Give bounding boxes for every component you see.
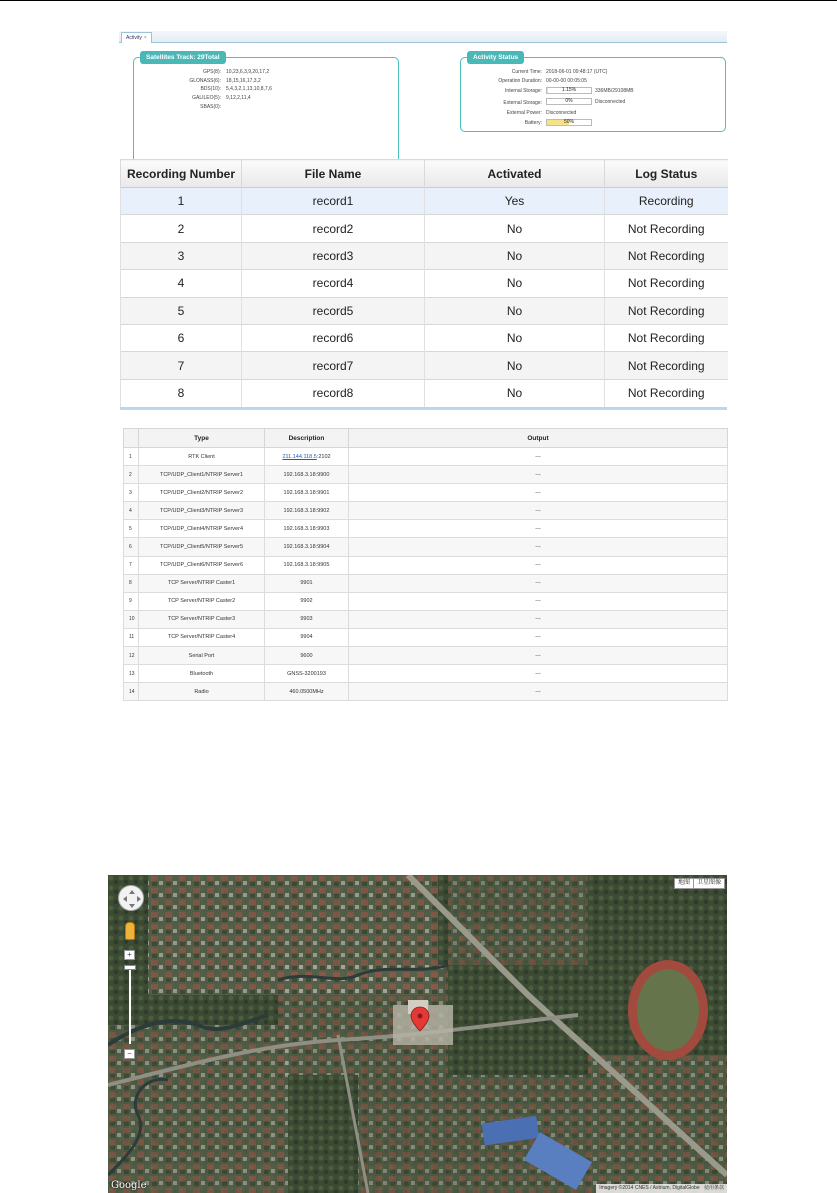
recording-number-cell: 7 (121, 352, 242, 379)
output-description-text: 192.168.3.18:9901 (283, 489, 330, 496)
output-status-cell: --- (349, 448, 728, 466)
external-storage-detail: Disconnected (595, 99, 626, 105)
output-type-cell: TCP Server/NTRIP Caster2 (139, 592, 265, 610)
external-storage-percent: 0% (565, 98, 573, 104)
log-status-cell: Not Recording (605, 215, 728, 242)
output-status-cell: --- (349, 520, 728, 538)
activated-cell: No (425, 379, 605, 406)
output-description-text: 9600 (300, 652, 313, 659)
satellite-imagery (108, 875, 727, 1193)
internal-storage-fill (547, 88, 548, 93)
recording-row[interactable] (121, 215, 728, 242)
output-description-text: :2102 (316, 453, 331, 460)
output-table-header (124, 429, 728, 448)
output-status-cell: --- (349, 466, 728, 484)
log-status-cell: Not Recording (605, 270, 728, 297)
output-type-cell: TCP Server/NTRIP Caster1 (139, 574, 265, 592)
recording-table-header (121, 160, 728, 188)
satellite-system-label: GLONASS(6): (189, 77, 221, 84)
output-type-cell: TCP/UDP_Client5/NTRIP Server5 (139, 538, 265, 556)
current-time-label: Current Time: (511, 69, 542, 75)
output-index-cell: 11 (124, 628, 139, 646)
output-status-cell: --- (349, 484, 728, 502)
output-description-cell (265, 665, 349, 683)
log-status-cell: Recording (605, 188, 728, 215)
output-row (124, 502, 728, 520)
log-status-cell: Not Recording (605, 242, 728, 269)
output-index-cell: 8 (124, 574, 139, 592)
current-time-value: 2018-06-01 09:48:17 (UTC) (546, 69, 608, 75)
output-index-cell: 12 (124, 647, 139, 665)
output-index-cell: 4 (124, 502, 139, 520)
output-row (124, 647, 728, 665)
output-status-cell: --- (349, 556, 728, 574)
recording-number-cell: 5 (121, 297, 242, 324)
log-status-cell: Not Recording (605, 352, 728, 379)
battery-bar (546, 119, 592, 126)
activated-cell: No (425, 352, 605, 379)
output-description-cell (265, 628, 349, 646)
satellite-map[interactable] (108, 875, 727, 1193)
output-row (124, 520, 728, 538)
col-file-name[interactable]: File Name (242, 160, 425, 188)
satellite-system-label: GALILEO(5): (192, 95, 221, 102)
file-name-cell: record3 (242, 242, 425, 269)
battery-percent: 50% (563, 119, 574, 125)
output-status-cell: --- (349, 647, 728, 665)
satellite-system-label: GPS(8): (202, 69, 221, 75)
output-description-cell (265, 520, 349, 538)
output-type-cell: TCP/UDP_Client2/NTRIP Server2 (139, 484, 265, 502)
output-row (124, 448, 728, 466)
output-index-cell: 1 (124, 448, 139, 466)
file-name-cell: record4 (242, 270, 425, 297)
output-description-text: 9902 (300, 598, 313, 605)
activated-cell: Yes (425, 188, 605, 215)
terms-of-use-link[interactable]: 使用条款 (703, 1185, 724, 1191)
imagery-attribution: Imagery ©2014 CNES / Astrium, DigitalGlobe (599, 1185, 700, 1191)
close-icon[interactable]: × (143, 35, 147, 41)
battery-label: Battery: (524, 120, 542, 126)
col-type: Type (139, 429, 265, 448)
log-status-cell: Not Recording (605, 297, 728, 324)
output-row (124, 610, 728, 628)
col-recording-number[interactable]: Recording Number (121, 160, 242, 188)
satellite-system-label: SBAS(0): (200, 103, 221, 110)
recording-row[interactable] (121, 188, 728, 215)
output-description-text: 460.0500MHz (289, 688, 324, 695)
output-description-cell (265, 610, 349, 628)
output-index-cell: 2 (124, 466, 139, 484)
file-name-cell: record7 (242, 352, 425, 379)
output-table (123, 428, 728, 701)
output-description-cell (265, 448, 349, 466)
output-description-cell (265, 647, 349, 665)
output-status-cell: --- (349, 592, 728, 610)
output-type-cell: TCP/UDP_Client4/NTRIP Server4 (139, 520, 265, 538)
output-status-cell: --- (349, 665, 728, 683)
output-row (124, 556, 728, 574)
internal-storage-percent: 1.15% (561, 87, 577, 93)
output-description-cell (265, 538, 349, 556)
activated-cell: No (425, 270, 605, 297)
output-type-cell: TCP/UDP_Client1/NTRIP Server1 (139, 466, 265, 484)
output-type-cell: TCP/UDP_Client3/NTRIP Server3 (139, 502, 265, 520)
recording-row[interactable] (121, 270, 728, 297)
zoom-out-button[interactable]: − (124, 1049, 135, 1059)
output-index-cell: 9 (124, 592, 139, 610)
activated-cell: No (425, 297, 605, 324)
output-description-text: 192.168.3.18:9902 (283, 507, 330, 514)
recording-number-cell: 8 (121, 379, 242, 406)
operation-duration-label: Operation Duration: (498, 78, 542, 84)
output-type-cell: Serial Port (139, 647, 265, 665)
output-description-text: 9904 (300, 634, 313, 641)
output-index-cell: 14 (124, 683, 139, 701)
external-power-value: Disconnected (546, 110, 577, 116)
recording-row[interactable] (121, 324, 728, 351)
external-storage-bar (546, 98, 592, 105)
col-activated[interactable]: Activated (425, 160, 605, 188)
output-index-cell: 10 (124, 610, 139, 628)
recording-number-cell: 1 (121, 188, 242, 215)
activated-cell: No (425, 215, 605, 242)
output-row (124, 628, 728, 646)
output-description-cell (265, 683, 349, 701)
output-status-cell: --- (349, 574, 728, 592)
output-description-text: 192.168.3.18:9900 (283, 471, 330, 478)
output-index-cell: 5 (124, 520, 139, 538)
recording-number-cell: 3 (121, 242, 242, 269)
output-row (124, 538, 728, 556)
activated-cell: No (425, 324, 605, 351)
file-name-cell: record8 (242, 379, 425, 406)
internal-storage-bar (546, 87, 592, 94)
output-type-cell: Bluetooth (139, 665, 265, 683)
satellites-track-box (133, 54, 399, 170)
output-description-text: 192.168.3.18:9903 (283, 525, 330, 532)
output-description-text: 192.168.3.18:9904 (283, 544, 330, 551)
map-type-satellite-button[interactable]: 卫星图像 (693, 878, 725, 889)
pan-control-icon[interactable] (118, 885, 144, 911)
output-status-cell: --- (349, 628, 728, 646)
recording-row[interactable] (121, 242, 728, 269)
google-logo: Google (111, 1180, 147, 1191)
output-type-cell: RTK Client (139, 448, 265, 466)
output-description-text: 9901 (300, 580, 313, 587)
output-description-cell (265, 466, 349, 484)
output-index-cell: 7 (124, 556, 139, 574)
col-output: Output (349, 429, 728, 448)
output-index-cell: 13 (124, 665, 139, 683)
recording-table (120, 159, 728, 407)
output-description-text: 9903 (300, 616, 313, 623)
output-status-cell: --- (349, 683, 728, 701)
output-type-cell: Radio (139, 683, 265, 701)
output-description-cell (265, 484, 349, 502)
output-row (124, 484, 728, 502)
file-name-cell: record6 (242, 324, 425, 351)
output-description-text: 192.168.3.18:9905 (283, 562, 330, 569)
log-status-cell: Not Recording (605, 324, 728, 351)
col-log-status[interactable]: Log Status (605, 160, 728, 188)
output-row (124, 665, 728, 683)
output-type-cell: TCP Server/NTRIP Caster3 (139, 610, 265, 628)
recording-number-cell: 2 (121, 215, 242, 242)
activity-status-box (460, 54, 726, 132)
file-name-cell: record5 (242, 297, 425, 324)
recording-number-cell: 6 (121, 324, 242, 351)
activity-tabbar (119, 31, 727, 43)
output-description-cell (265, 592, 349, 610)
output-description-text: GNSS-3200193 (287, 670, 326, 677)
satellites-track-legend: Satellites Track: 29Total (140, 51, 226, 64)
recording-row[interactable] (121, 379, 728, 406)
activity-panel (119, 31, 727, 145)
output-type-cell: TCP/UDP_Client6/NTRIP Server6 (139, 556, 265, 574)
log-status-cell: Not Recording (605, 379, 728, 406)
output-row (124, 683, 728, 701)
output-type-cell: TCP Server/NTRIP Caster4 (139, 628, 265, 646)
page-top-rule (0, 0, 837, 1)
zoom-in-button[interactable]: + (124, 950, 135, 960)
output-index-cell: 6 (124, 538, 139, 556)
output-row (124, 574, 728, 592)
rtk-server-link[interactable]: 211.144.118.5 (282, 453, 317, 460)
internal-storage-label: Internal Storage: (505, 88, 542, 94)
output-status-cell: --- (349, 502, 728, 520)
external-storage-label: External Storage: (503, 100, 542, 106)
output-row (124, 466, 728, 484)
output-index-cell: 3 (124, 484, 139, 502)
satellite-prn-list: 9,12,2,11,4 (226, 95, 251, 102)
output-description-cell (265, 574, 349, 592)
tab-activity-label: Activity (126, 35, 142, 41)
map-type-map-button[interactable]: 地图 (674, 878, 694, 889)
col-description: Description (265, 429, 349, 448)
external-power-label: External Power: (506, 110, 542, 116)
street-view-pegman-icon[interactable] (125, 922, 135, 940)
recording-row[interactable] (121, 352, 728, 379)
recording-row[interactable] (121, 297, 728, 324)
zoom-slider-track[interactable] (129, 966, 131, 1044)
recording-number-cell: 4 (121, 270, 242, 297)
satellite-prn-list: 10,23,6,3,9,20,17,2 (226, 69, 270, 75)
activated-cell: No (425, 242, 605, 269)
col-index (124, 429, 139, 448)
output-status-cell: --- (349, 538, 728, 556)
output-description-cell (265, 502, 349, 520)
internal-storage-detail: 336MB/29108MB (595, 88, 634, 94)
output-description-cell (265, 556, 349, 574)
output-row (124, 592, 728, 610)
zoom-slider-thumb[interactable] (124, 965, 136, 970)
file-name-cell: record1 (242, 188, 425, 215)
map-attribution (596, 1184, 727, 1193)
satellite-prn-list: 18,15,16,17,3,2 (226, 77, 261, 84)
recording-table-scrollbar[interactable] (120, 407, 727, 410)
output-status-cell: --- (349, 610, 728, 628)
operation-duration-value: 00-00-00 00:05:05 (546, 78, 587, 84)
satellite-system-label: BDS(10): (200, 86, 221, 93)
satellite-prn-list: 5,4,3,2,1,13,10,8,7,6 (226, 86, 272, 93)
file-name-cell: record2 (242, 215, 425, 242)
activity-status-legend: Activity Status (467, 51, 524, 64)
tab-activity[interactable] (121, 32, 152, 43)
